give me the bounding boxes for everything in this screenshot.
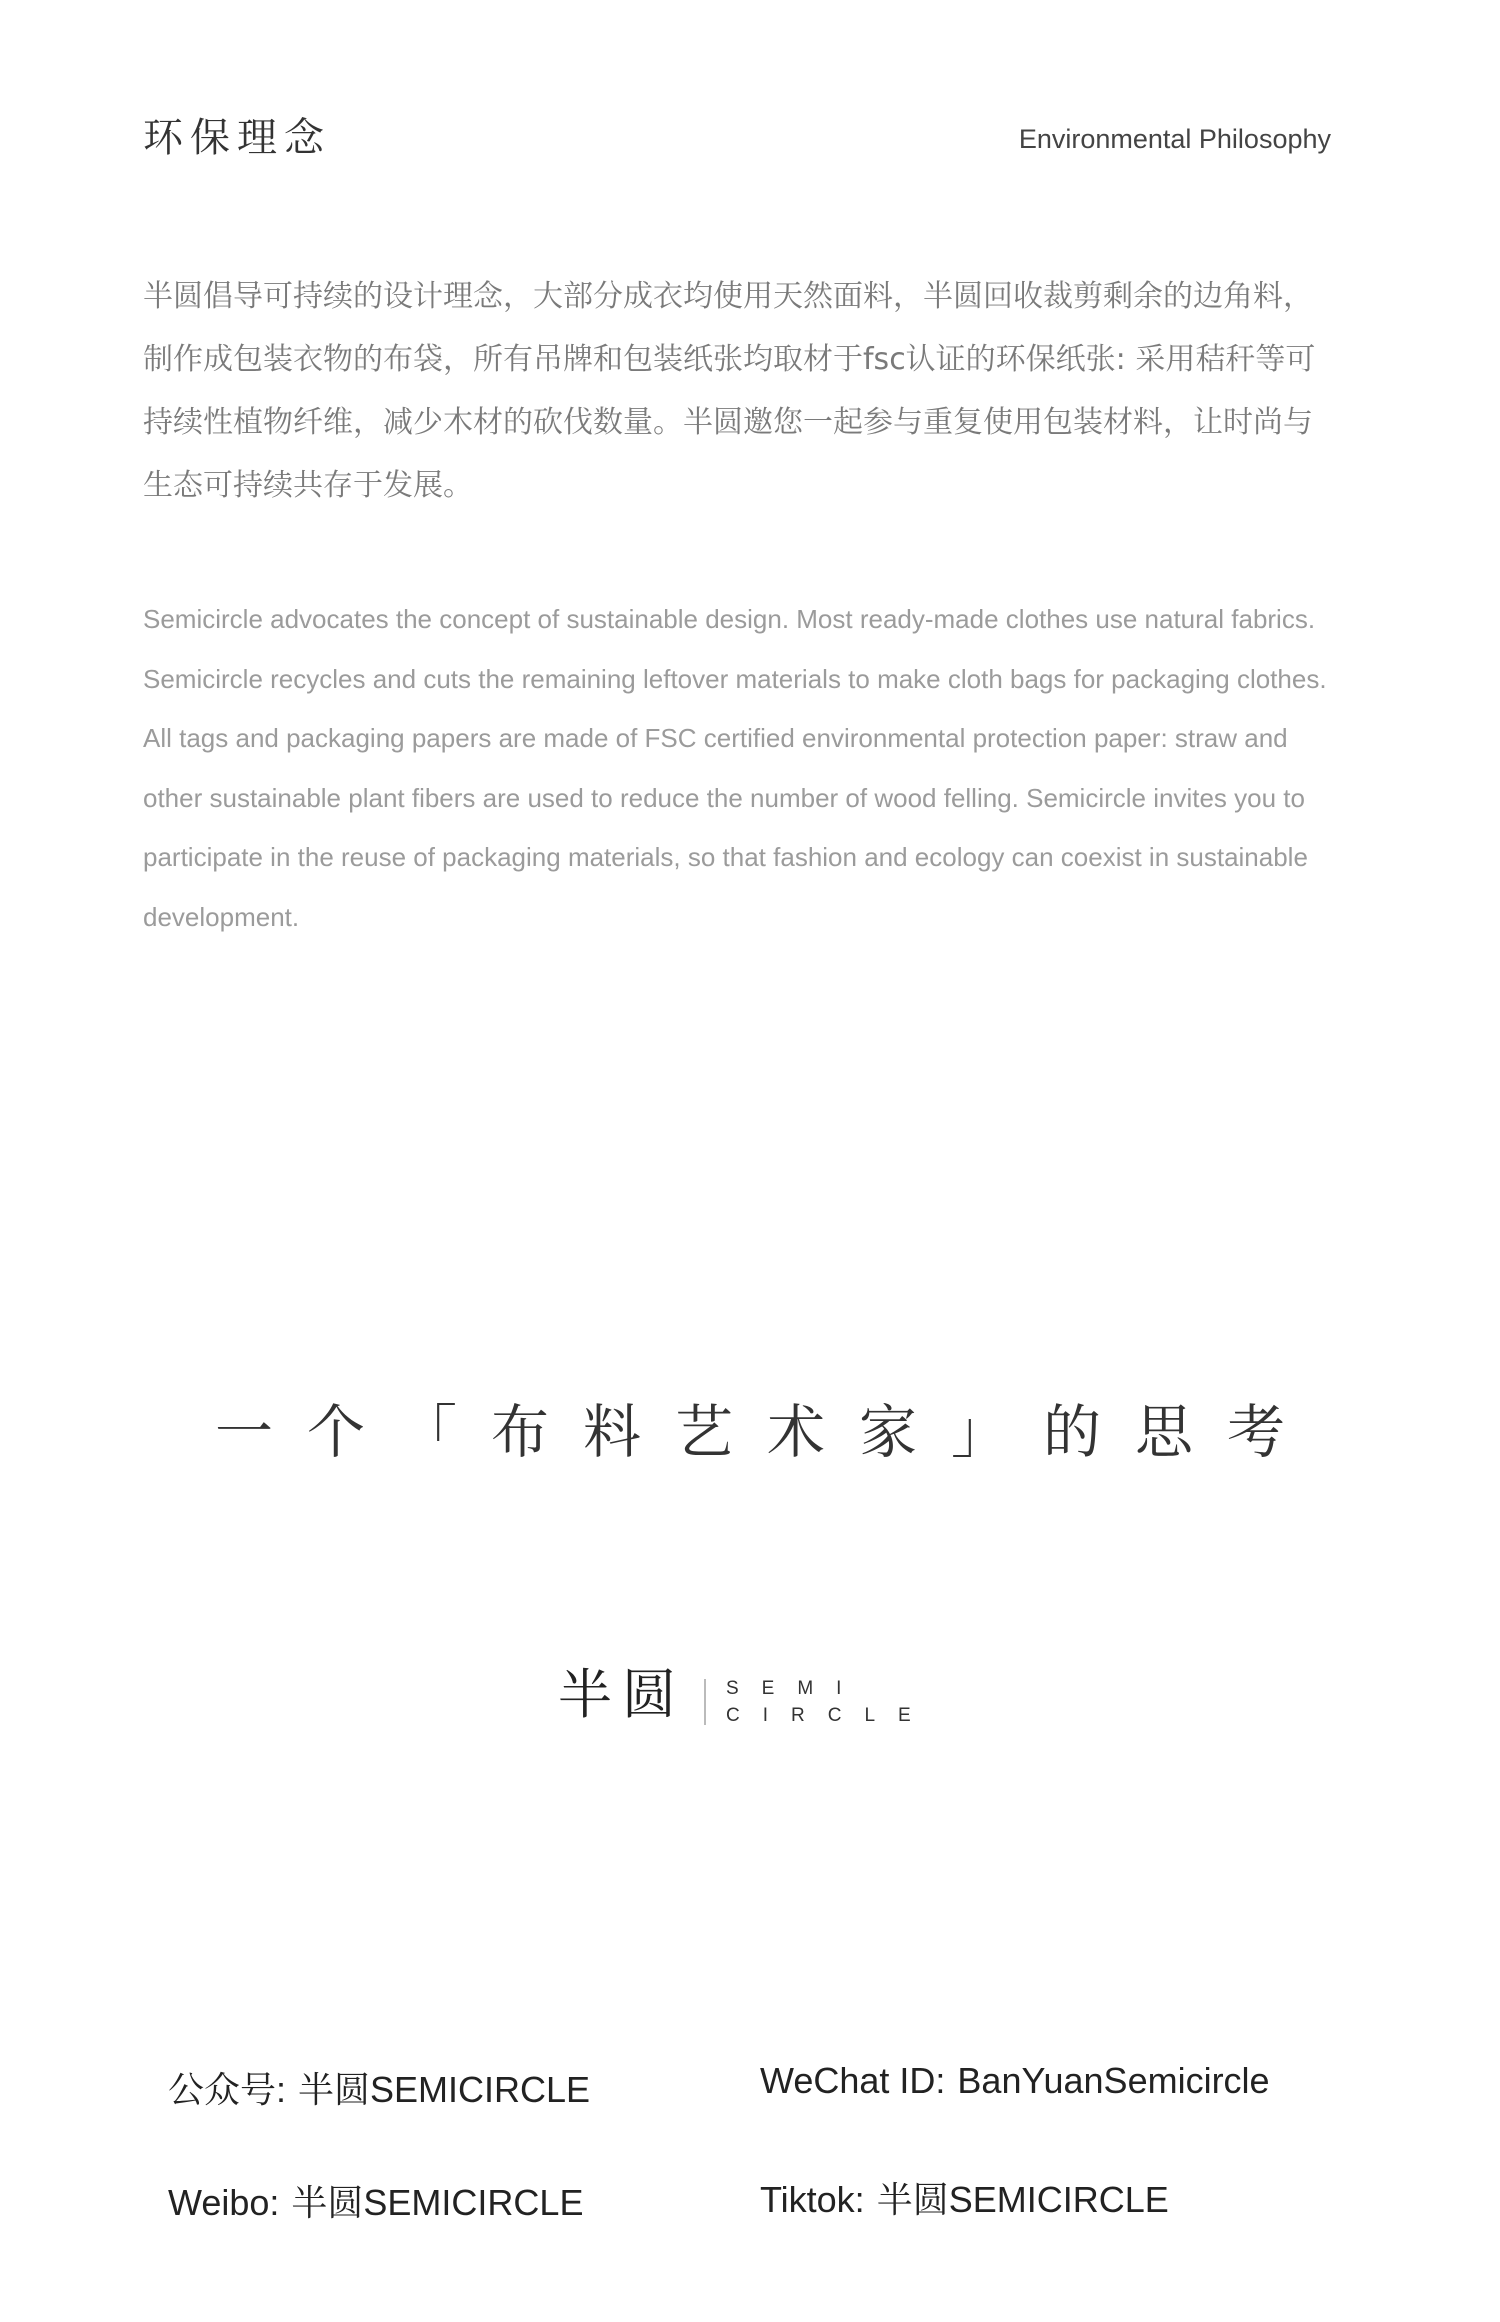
- contact-value: 半圆SEMICIRCLE: [291, 2182, 584, 2223]
- contact-label: Weibo:: [168, 2182, 280, 2223]
- section-title: 环保理念: [143, 115, 331, 161]
- contact-label: 公众号:: [168, 2069, 287, 2110]
- brand-name-en-line1: SEMI: [726, 1678, 865, 1699]
- contact-wechat-official: [168, 2062, 590, 2113]
- contact-tiktok: [760, 2172, 1169, 2223]
- brand-name-en-line2: CIRCLE: [726, 1705, 934, 1726]
- contact-weibo: [168, 2175, 583, 2226]
- brand-name-cn: 半圆: [558, 1663, 686, 1726]
- contact-label: WeChat ID:: [760, 2060, 946, 2101]
- brand-divider: [704, 1679, 706, 1725]
- english-paragraph: Semicircle advocates the concept of sustainable design. Most ready-made clothes use natural fabrics. Semicircle recycles and cuts the remaining leftover materials to make cloth bags for packaging clothes. All tags and packaging papers are made of FSC certified environmental protection paper: straw and other sustainable plant fibers are used to reduce the number of wood felling. Semicircle invites you to participate in the reuse of packaging materials, so that fashion and ecology can coexist in sustainable development.: [143, 604, 1327, 932]
- slogan: 一个「布料艺术家」的思考: [214, 1398, 1319, 1466]
- contact-wechat-id: [760, 2060, 1270, 2102]
- chinese-paragraph: 半圆倡导可持续的设计理念，大部分成衣均使用天然面料，半圆回收裁剪剩余的边角料，制作成包装衣物的布袋，所有吊牌和包装纸张均取材于fsc认证的环保纸张: 采用秸秆等可持续性植物纤维，减少木材的砍伐数量。半圆邀您一起参与重复使用包装材料，让时尚与生态可持续共存于发展。: [143, 279, 1316, 503]
- section-subtitle: Environmental Philosophy: [1018, 124, 1331, 154]
- contact-value: BanYuanSemicircle: [957, 2060, 1270, 2101]
- contact-value: 半圆SEMICIRCLE: [876, 2179, 1169, 2220]
- contact-value: 半圆SEMICIRCLE: [298, 2069, 591, 2110]
- contact-label: Tiktok:: [760, 2179, 865, 2220]
- brand-name-en: [726, 1675, 934, 1729]
